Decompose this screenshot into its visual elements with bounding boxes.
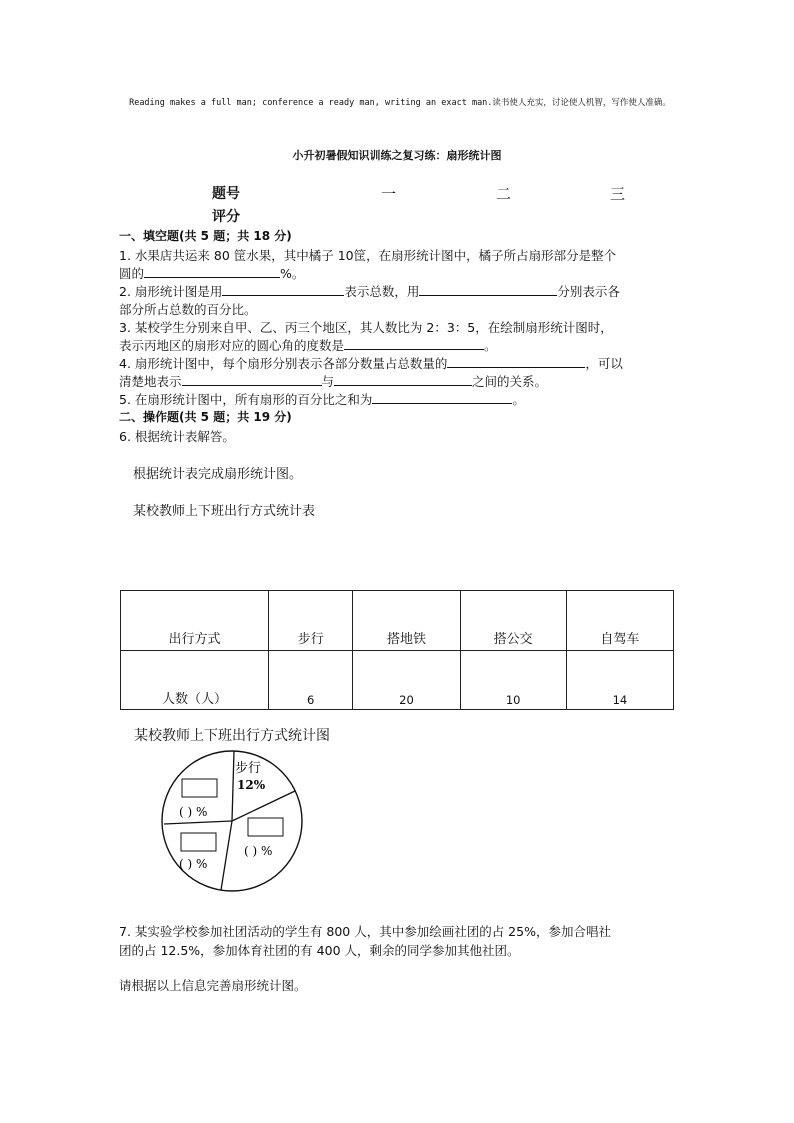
pie-answer-box-3[interactable] <box>181 833 216 851</box>
q7-line2: 团的占 12.5%，参加体育社团的有 400 人，剩余的同学参加其他社团。 <box>119 943 520 958</box>
q6-instruction: 根据统计表完成扇形统计图。 <box>133 467 303 482</box>
table-cell-mode-subway: 搭地铁 <box>353 591 460 651</box>
table-cell-count-walk: 6 <box>269 651 353 710</box>
pie-blank-percent-2: ( ) % <box>244 844 273 858</box>
pie-answer-box-2[interactable] <box>248 818 283 836</box>
table-cell-count-bus: 10 <box>460 651 566 710</box>
q4-text-c: 清楚地表示 <box>119 374 182 389</box>
score-table-col-2: 二 <box>496 185 512 203</box>
pie-blank-percent-3: ( ) % <box>179 857 208 871</box>
table-cell-mode-bus: 搭公交 <box>460 591 566 651</box>
q4-line1 <box>119 354 623 372</box>
pie-divider-top <box>232 751 234 821</box>
pie-walk-percent: 12% <box>237 778 266 792</box>
page-title: 小升初暑假知识训练之复习练：扇形统计图 <box>292 149 502 162</box>
pie-divider-bottom <box>221 821 232 890</box>
q2-text-a: 2. 扇形统计图是用 <box>119 284 223 299</box>
table-row-header <box>121 591 674 651</box>
table-cell-count-label: 人数（人） <box>121 651 269 710</box>
q2-answer-blank-1[interactable] <box>222 283 344 296</box>
score-table-row1-label: 题号 <box>212 186 240 202</box>
section2-heading: 二、操作题(共 5 题；共 19 分) <box>119 410 292 424</box>
q5-text-b: 。 <box>512 392 525 407</box>
q4-answer-blank-1[interactable] <box>447 355 585 368</box>
q5-text-a: 5. 在扇形统计图中，所有扇形的百分比之和为 <box>119 392 373 407</box>
q6-line: 6. 根据统计表解答。 <box>119 429 235 444</box>
q5-answer-blank[interactable] <box>372 391 512 404</box>
q4-text-a: 4. 扇形统计图中，每个扇形分别表示各部分数量占总数量的 <box>119 356 448 371</box>
table-cell-count-car: 14 <box>566 651 673 710</box>
q7-instruction: 请根据以上信息完善扇形统计图。 <box>119 978 307 993</box>
pie-blank-percent-1: ( ) % <box>179 805 208 819</box>
q5-line <box>119 390 525 408</box>
table-cell-count-subway: 20 <box>353 651 460 710</box>
q4-text-e: 之间的关系。 <box>472 374 548 389</box>
q3-text-c: 。 <box>484 338 497 353</box>
q3-text-b: 表示丙地区的扇形对应的圆心角的度数是 <box>119 338 345 353</box>
q4-line2 <box>119 372 547 390</box>
q7-line1: 7. 某实验学校参加社团活动的学生有 800 人，其中参加绘画社团的占 25%，参加合唱社 <box>119 924 611 939</box>
section1-heading: 一、填空题(共 5 题；共 18 分) <box>119 229 292 243</box>
q3-line2 <box>119 336 497 354</box>
table-cell-header-label: 出行方式 <box>121 591 269 651</box>
travel-mode-table <box>120 590 674 710</box>
q1-line2 <box>119 264 304 282</box>
q4-answer-blank-3[interactable] <box>334 373 472 386</box>
q2-text-c: 分别表示各 <box>557 284 620 299</box>
table-row-counts <box>121 651 674 710</box>
pie-chart <box>155 748 315 898</box>
score-table-row2-label: 评分 <box>212 209 240 225</box>
q3-answer-blank[interactable] <box>344 337 484 350</box>
q2-line2: 部分所占总数的百分比。 <box>119 302 257 317</box>
q4-answer-blank-2[interactable] <box>182 373 322 386</box>
table-cell-mode-walk: 步行 <box>269 591 353 651</box>
q1-text-b: 圆的 <box>119 266 145 281</box>
q3-line1: 3. 某校学生分别来自甲、乙、丙三个地区，其人数比为 2：3：5，在绘制扇形统计图时， <box>119 320 613 335</box>
q1-answer-blank[interactable] <box>144 265 280 278</box>
pie-walk-label: 步行 <box>235 761 262 776</box>
pie-divider-left <box>164 821 232 824</box>
pie-divider-right <box>232 791 295 821</box>
score-table-col-1: 一 <box>381 185 397 203</box>
q2-line1 <box>119 282 620 300</box>
header-quote: Reading makes a full man; conference a ready man, writing an exact man.读书使人充实，讨论使人机智，写作使人准确。 <box>129 98 671 108</box>
q2-answer-blank-2[interactable] <box>419 283 557 296</box>
q4-text-b: ，可以 <box>585 356 623 371</box>
table-cell-mode-car: 自驾车 <box>566 591 673 651</box>
pie-chart-title: 某校教师上下班出行方式统计图 <box>134 728 330 744</box>
q6-table-title: 某校教师上下班出行方式统计表 <box>133 504 316 519</box>
score-table-col-3: 三 <box>610 185 626 203</box>
pie-answer-box-1[interactable] <box>182 779 217 797</box>
q1-line1: 1. 水果店共运来 80 筐水果，其中橘子 10筐，在扇形统计图中，橘子所占扇形部分是整个 <box>119 248 617 263</box>
q4-text-d: 与 <box>321 374 335 389</box>
q1-text-c: %。 <box>280 266 305 281</box>
q2-text-b: 表示总数，用 <box>344 284 420 299</box>
